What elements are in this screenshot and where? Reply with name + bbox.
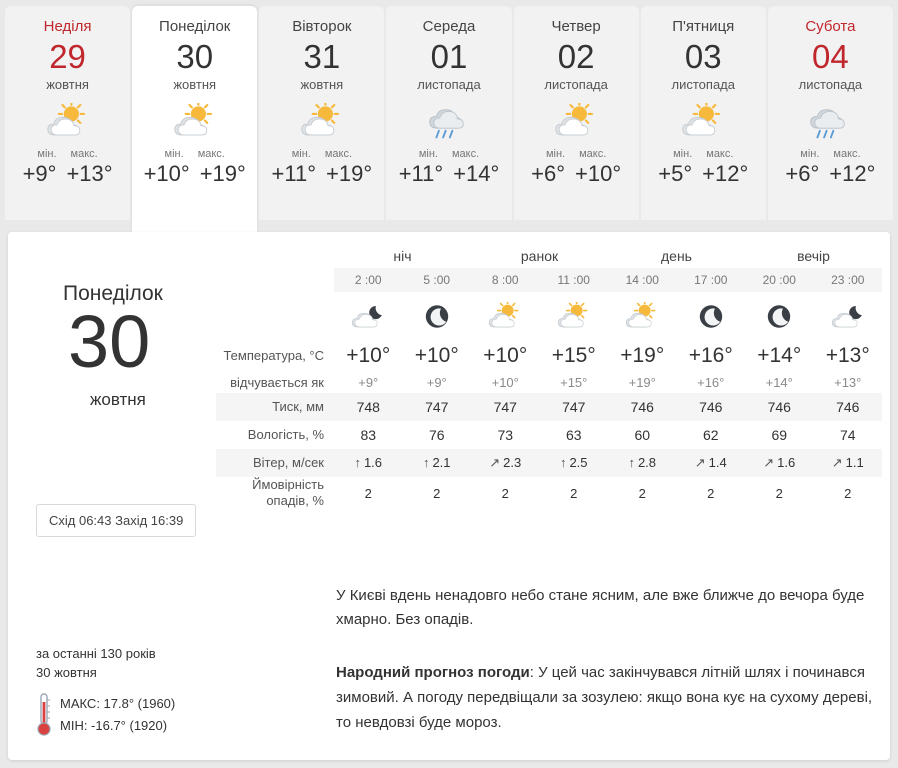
pressure-value: 746 <box>767 399 791 415</box>
day-tab-weekday: Понеділок <box>159 18 231 35</box>
wind-direction-icon: ↑ <box>422 455 430 470</box>
rain-cloud-icon <box>423 98 475 144</box>
hour-label: 14 :00 <box>608 268 677 292</box>
feels-value: +10° <box>491 375 519 390</box>
pressure-value: 746 <box>836 399 860 415</box>
temp-value: +14° <box>757 344 802 367</box>
max-label: макс. <box>833 148 861 160</box>
daypart-label: ранок <box>520 248 559 264</box>
moon-icon <box>745 292 814 340</box>
sun-cloud-icon <box>677 98 729 144</box>
min-temp: +5° <box>658 161 693 186</box>
max-label: макс. <box>70 148 98 160</box>
day-tab-daynumber: 29 <box>49 38 86 75</box>
day-tab-daynumber: 02 <box>557 38 595 75</box>
daypart-header-row <box>216 248 882 268</box>
sun-cloud-icon <box>169 98 221 144</box>
history-title-line1: за останні 130 років <box>36 646 156 661</box>
day-tab[interactable] <box>514 6 639 220</box>
max-temp: +13° <box>66 161 113 186</box>
rain-cloud-icon <box>804 98 856 144</box>
max-temp: +19° <box>199 161 246 186</box>
daypart-label: ніч <box>393 248 412 264</box>
day-tab[interactable] <box>5 6 130 220</box>
wind-value <box>540 449 609 477</box>
day-tab-month: листопада <box>544 77 608 92</box>
temp-value: +10° <box>414 344 459 367</box>
table-row <box>216 340 882 372</box>
sun-cloud-icon <box>42 98 94 144</box>
wind-speed: 1.1 <box>845 455 864 470</box>
hour-label: 5 :00 <box>403 268 472 292</box>
min-label: мін. <box>291 148 311 160</box>
max-label: макс. <box>579 148 607 160</box>
pressure-value: 747 <box>562 399 586 415</box>
wind-speed: 2.8 <box>637 455 657 470</box>
feels-value: +16° <box>697 375 725 390</box>
table-row <box>216 421 882 449</box>
wind-speed: 1.6 <box>777 455 796 470</box>
precip-value: 2 <box>775 485 783 501</box>
day-tab-month: листопада <box>798 77 863 92</box>
hour-label: 11 :00 <box>540 268 609 292</box>
feels-value: +14° <box>765 375 793 390</box>
day-tab-weekday: Неділя <box>43 18 92 35</box>
humidity-value: 76 <box>428 427 445 443</box>
history-min: МІН: -16.7° (1920) <box>60 718 168 733</box>
hour-label: 17 :00 <box>677 268 746 292</box>
day-tab[interactable] <box>259 6 384 220</box>
selected-day-column <box>8 232 238 760</box>
row-label: відчувається як <box>230 374 324 390</box>
day-tab-month: жовтня <box>46 77 89 92</box>
min-temp: +11° <box>271 161 317 186</box>
daypart-label: день <box>661 248 692 264</box>
folk-forecast <box>336 660 881 735</box>
wind-direction-icon: ↑ <box>354 455 361 470</box>
humidity-value: 74 <box>839 427 856 443</box>
wind-speed: 2.1 <box>432 455 451 470</box>
max-label: макс. <box>451 148 480 160</box>
feels-value: +9° <box>358 375 379 390</box>
day-tab-weekday: Субота <box>805 18 856 35</box>
day-tab-weekday: Вівторок <box>292 18 352 35</box>
table-row <box>216 449 882 477</box>
wind-speed: 1.6 <box>363 455 383 470</box>
sun-cloud-icon <box>608 292 677 340</box>
row-label: Вітер, м/сек <box>252 455 324 470</box>
sunrise-sunset-box <box>36 504 196 537</box>
table-row <box>216 477 882 509</box>
pressure-value: 746 <box>699 399 723 415</box>
humidity-value: 63 <box>565 427 582 443</box>
sun-cloud-icon <box>540 292 609 340</box>
min-label: мін. <box>673 148 693 160</box>
hour-label: 2 :00 <box>334 268 403 292</box>
table-row <box>216 268 882 292</box>
pressure-value: 747 <box>493 399 517 415</box>
wind-value <box>403 449 472 477</box>
day-tab[interactable] <box>386 6 511 220</box>
day-tab[interactable] <box>132 6 257 232</box>
forecast-panel <box>8 232 890 760</box>
wind-speed: 2.5 <box>569 455 588 470</box>
sun-cloud-icon <box>296 98 348 144</box>
temp-value: +15° <box>551 344 596 367</box>
min-temp: +6° <box>531 161 566 186</box>
table-row <box>216 393 882 421</box>
history-max: МАКС: 17.8° (1960) <box>60 696 176 711</box>
max-temp: +19° <box>326 161 373 186</box>
wind-value <box>608 449 677 477</box>
min-label: мін. <box>418 148 438 160</box>
max-label: макс. <box>706 148 734 160</box>
precip-value: 2 <box>844 485 852 501</box>
selected-month: жовтня <box>90 390 146 409</box>
day-tab-weekday: Четвер <box>551 18 601 35</box>
wind-value <box>334 449 403 477</box>
selected-daynum: 30 <box>68 300 151 383</box>
day-tab[interactable] <box>641 6 766 220</box>
feels-value: +15° <box>560 375 588 390</box>
min-label: мін. <box>545 148 566 160</box>
selected-dayname: Понеділок <box>63 282 163 305</box>
wind-direction-icon: ↗ <box>831 455 843 470</box>
humidity-value: 83 <box>360 427 377 443</box>
precip-value: 2 <box>570 485 578 501</box>
day-tab-month: жовтня <box>173 77 217 92</box>
day-tab-daynumber: 03 <box>684 38 722 75</box>
forecast-description: У Києві вдень ненадовго небо стане ясним, але вже ближче до вечора буде хмарно. Без опадів. <box>336 587 865 628</box>
wind-direction-icon: ↗ <box>489 455 501 470</box>
wind-value <box>745 449 814 477</box>
humidity-value: 73 <box>497 427 514 443</box>
temp-value: +10° <box>483 344 528 367</box>
wind-value <box>677 449 746 477</box>
day-tab-weekday: П'ятниця <box>672 18 735 35</box>
day-tab-daynumber: 31 <box>303 38 341 75</box>
day-tab-daynumber: 04 <box>812 38 849 75</box>
temp-value: +10° <box>346 344 391 367</box>
moon-cloud-icon <box>814 292 883 340</box>
hourly-forecast-table <box>216 248 882 509</box>
pressure-value: 748 <box>356 399 380 415</box>
day-tab-month: жовтня <box>300 77 344 92</box>
day-tab-weekday: Середа <box>422 18 476 35</box>
max-temp: +12° <box>702 161 749 186</box>
table-row <box>216 292 882 340</box>
feels-value: +13° <box>834 375 862 390</box>
temp-value: +19° <box>620 344 665 367</box>
feels-value: +19° <box>628 375 656 390</box>
min-temp: +9° <box>22 161 57 186</box>
max-label: макс. <box>197 148 225 160</box>
wind-speed: 2.3 <box>503 455 522 470</box>
min-label: мін. <box>37 148 57 160</box>
hour-label: 23 :00 <box>814 268 883 292</box>
row-label: Вологість, % <box>247 427 324 442</box>
humidity-value: 62 <box>702 427 719 443</box>
precip-value: 2 <box>707 485 715 501</box>
wind-direction-icon: ↗ <box>694 455 706 470</box>
temp-value: +13° <box>825 344 870 367</box>
row-label: Тиск, мм <box>272 399 324 414</box>
pressure-value: 746 <box>630 399 654 415</box>
folk-forecast-text: : У цей час закінчувався літній шлях і починався зимовий. А погоду передвіщали за зозулею: якщо вона кує на сухому дереві, то невдовзі буде мороз. <box>336 664 873 731</box>
hour-label: 20 :00 <box>745 268 814 292</box>
feels-value: +9° <box>426 375 447 390</box>
day-tab-month: листопада <box>417 77 481 92</box>
row-label: Ймовірність опадів, % <box>252 477 324 508</box>
precip-value: 2 <box>433 485 441 501</box>
table-row <box>216 372 882 393</box>
humidity-value: 69 <box>771 427 788 443</box>
humidity-value: 60 <box>634 427 651 443</box>
day-tab[interactable] <box>768 6 893 220</box>
folk-forecast-title: Народний прогноз погоди <box>336 664 530 681</box>
wind-value <box>814 449 883 477</box>
day-tab-daynumber: 01 <box>430 38 468 75</box>
daypart-label: вечір <box>797 248 830 264</box>
moon-icon <box>677 292 746 340</box>
day-tabs <box>0 0 898 232</box>
sun-cloud-icon <box>550 98 602 144</box>
moon-cloud-icon <box>334 292 403 340</box>
wind-direction-icon: ↑ <box>559 455 567 470</box>
min-label: мін. <box>800 148 820 160</box>
max-temp: +12° <box>829 161 876 186</box>
day-tab-month: листопада <box>671 77 736 92</box>
precip-value: 2 <box>501 485 509 501</box>
row-label: Температура, °C <box>223 348 324 363</box>
history-title-line2: 30 жовтня <box>36 665 97 680</box>
wind-value <box>471 449 540 477</box>
min-temp: +11° <box>398 161 444 186</box>
max-temp: +10° <box>575 161 622 186</box>
sunrise-sunset-text: Схід 06:43 Захід 16:39 <box>49 513 184 528</box>
max-label: макс. <box>324 148 353 160</box>
min-temp: +10° <box>143 161 190 186</box>
pressure-value: 747 <box>425 399 449 415</box>
historical-records <box>36 644 236 738</box>
hour-label: 8 :00 <box>471 268 540 292</box>
precip-value: 2 <box>364 485 372 501</box>
moon-icon <box>403 292 472 340</box>
max-temp: +14° <box>453 161 500 186</box>
day-tab-daynumber: 30 <box>176 38 214 75</box>
precip-value: 2 <box>638 485 646 501</box>
wind-direction-icon: ↑ <box>628 455 635 470</box>
wind-speed: 1.4 <box>708 455 727 470</box>
temp-value: +16° <box>688 344 733 367</box>
sun-cloud-icon <box>471 292 540 340</box>
min-temp: +6° <box>785 161 820 186</box>
thermometer-icon <box>36 692 52 738</box>
wind-direction-icon: ↗ <box>763 455 775 470</box>
min-label: мін. <box>164 148 184 160</box>
